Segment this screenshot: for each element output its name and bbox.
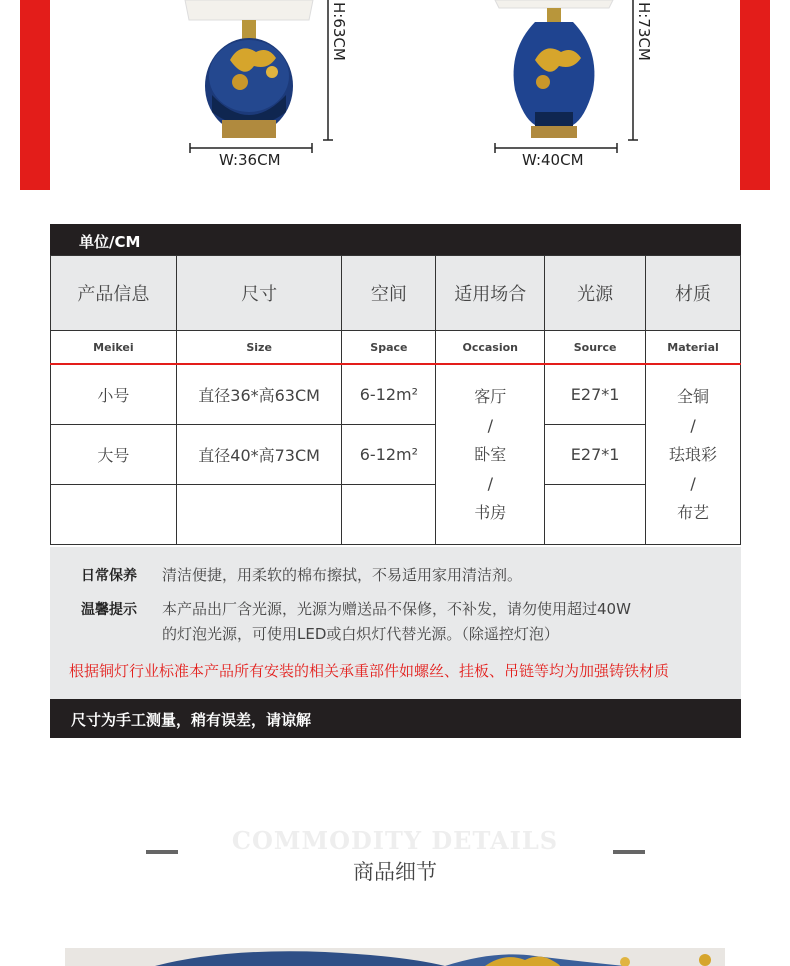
tip-line-2: 的灯泡光源，可使用LED或白炽灯代替光源。（除遥控灯泡）: [162, 625, 559, 643]
detail-photo-image: [65, 948, 725, 966]
right-red-bar: [740, 0, 770, 190]
material-line: 全铜: [677, 387, 710, 406]
spec-header-bar: [50, 224, 741, 255]
table-row-empty: [51, 485, 741, 545]
row-large-size: 直径40*高73CM: [176, 425, 342, 485]
row-small-size: 直径36*高63CM: [176, 364, 342, 425]
occasion-line: 书房: [474, 503, 507, 522]
header-source: 光源: [545, 256, 646, 331]
header-row-zh: [51, 256, 741, 331]
row-small-source: E27*1: [545, 364, 646, 425]
header-product-info: 产品信息: [51, 256, 177, 331]
header-en-material: Material: [646, 331, 741, 365]
tip-label: 温馨提示: [81, 602, 137, 618]
small-width-label: W:36CM: [219, 151, 281, 169]
row-large-name: 大号: [51, 425, 177, 485]
material-line: 珐琅彩: [669, 445, 718, 464]
header-material: 材质: [646, 256, 741, 331]
material-line: /: [690, 416, 696, 435]
material-line: /: [690, 474, 696, 493]
row-large-source: E27*1: [545, 425, 646, 485]
header-en-size: Size: [176, 331, 342, 365]
notes-panel: [50, 547, 741, 699]
header-size: 尺寸: [176, 256, 342, 331]
care-label: 日常保养: [81, 568, 137, 584]
large-width-label: W:40CM: [522, 151, 584, 169]
header-occasion: 适用场合: [436, 256, 545, 331]
footer-note: 尺寸为手工测量，稍有误差，请谅解: [71, 711, 312, 729]
occasion-line: 卧室: [474, 445, 507, 464]
empty-cell: [342, 485, 436, 545]
header-en-occasion: Occasion: [436, 331, 545, 365]
spec-table-panel: [50, 224, 741, 738]
empty-cell: [176, 485, 342, 545]
row-small-space: 6-12m²: [342, 364, 436, 425]
occasion-line: /: [487, 416, 493, 435]
material-cell: [646, 364, 741, 545]
small-height-label: H:63CM: [330, 2, 348, 61]
detail-photo: [65, 948, 725, 966]
section-title-zh: 商品细节: [353, 860, 437, 884]
header-row-en: [51, 331, 741, 365]
header-en-space: Space: [342, 331, 436, 365]
row-large-space: 6-12m²: [342, 425, 436, 485]
table-row: [51, 364, 741, 425]
header-en-meikei: Meikei: [51, 331, 177, 365]
large-height-label: H:73CM: [635, 2, 653, 61]
warning-note: 根据铜灯行业标准本产品所有安装的相关承重部件如螺丝、挂板、吊链等均为加强铸铁材质: [69, 662, 670, 680]
tip-line-1: 本产品出厂含光源，光源为赠送品不保修，不补发，请勿使用超过40W: [162, 600, 631, 618]
row-small-name: 小号: [51, 364, 177, 425]
section-title-en: COMMODITY DETAILS: [231, 826, 559, 855]
header-space: 空间: [342, 256, 436, 331]
care-text: 清洁便捷，用柔软的棉布擦拭，不易适用家用清洁剂。: [162, 566, 523, 584]
table-row: [51, 425, 741, 485]
empty-cell: [545, 485, 646, 545]
header-en-source: Source: [545, 331, 646, 365]
unit-label: 单位/CM: [79, 233, 141, 251]
footer-bar: [50, 699, 741, 738]
material-line: 布艺: [677, 503, 710, 522]
occasion-line: 客厅: [474, 387, 507, 406]
spec-table: [50, 255, 741, 545]
empty-cell: [51, 485, 177, 545]
left-red-bar: [20, 0, 50, 190]
occasion-line: /: [487, 474, 493, 493]
occasion-cell: [436, 364, 545, 545]
